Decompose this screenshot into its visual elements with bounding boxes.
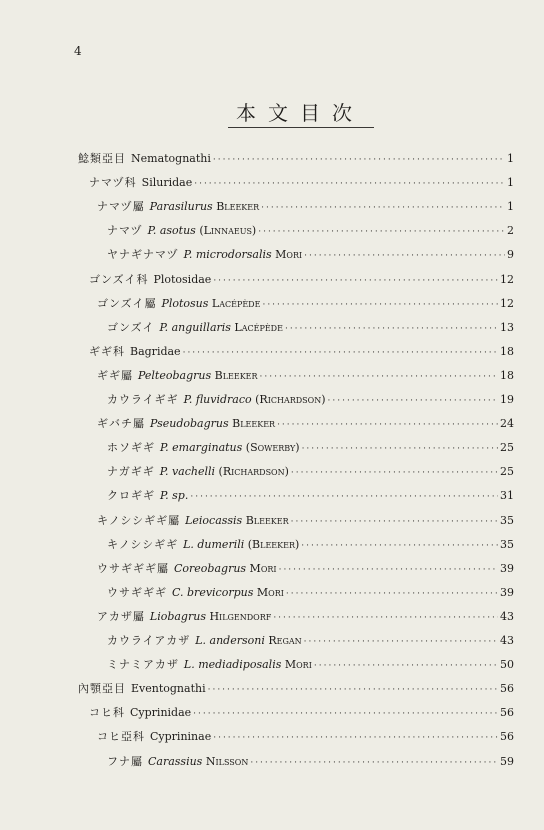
toc-entry-label bbox=[89, 704, 191, 720]
toc-entry bbox=[107, 656, 514, 672]
toc-entry-label bbox=[107, 222, 256, 238]
toc-entry-scientific-name: Pseudobagrus bbox=[150, 417, 229, 431]
toc-entry-latin-name bbox=[142, 176, 193, 189]
toc-entry-label bbox=[97, 295, 260, 311]
toc-entry-label bbox=[107, 463, 289, 479]
toc-entry-page-number: 12 bbox=[500, 296, 514, 310]
toc-entry-label bbox=[97, 512, 289, 528]
toc-entry-page-number: 19 bbox=[500, 393, 514, 406]
toc-entry-label bbox=[107, 536, 299, 552]
toc-entry-author: (Linnaeus) bbox=[195, 224, 257, 238]
toc-entry-page-number: 35 bbox=[500, 513, 514, 527]
toc-entry-page-number: 18 bbox=[500, 368, 514, 382]
toc-entry-page-number: 56 bbox=[500, 682, 514, 696]
toc-entry-japanese-name: ゴンズイ科 bbox=[89, 272, 149, 286]
toc-entry-latin-name bbox=[148, 755, 248, 768]
toc-entry-taxon: Plotosidae bbox=[153, 272, 212, 286]
toc-entry-latin-name bbox=[130, 706, 191, 719]
toc-entry-latin-name bbox=[150, 200, 259, 213]
toc-entry bbox=[107, 222, 514, 238]
toc-entry-latin-name bbox=[174, 562, 277, 575]
toc-entry-author: (Richardson) bbox=[215, 465, 289, 479]
toc-entry-label bbox=[78, 680, 206, 696]
toc-entry-japanese-name: ナマヅ bbox=[107, 224, 143, 238]
toc-entry-taxon: Siluridae bbox=[141, 176, 193, 190]
toc-entry-label bbox=[107, 319, 283, 335]
toc-entry-page-number: 39 bbox=[500, 561, 514, 575]
toc-entry-latin-name bbox=[150, 610, 271, 623]
toc-entry-page-number: 39 bbox=[500, 585, 514, 599]
toc-entry-japanese-name: ホソギギ bbox=[107, 441, 155, 455]
toc-entry-scientific-name: Plotosus bbox=[161, 296, 209, 310]
toc-entry bbox=[89, 704, 514, 720]
toc-entry-author: Hilgendorf bbox=[205, 609, 272, 623]
toc-entry bbox=[107, 536, 514, 552]
toc-entry-latin-name bbox=[183, 538, 299, 551]
page-title: 本文目次 bbox=[236, 101, 364, 125]
toc-entry-taxon: Cyprininae bbox=[150, 730, 212, 744]
toc-entry-page-number: 25 bbox=[500, 465, 514, 479]
toc-entry-author: Bleeker bbox=[212, 200, 260, 214]
toc-entry-latin-name bbox=[160, 465, 289, 478]
dot-leader bbox=[194, 179, 505, 189]
toc-entry-label bbox=[107, 246, 302, 262]
toc-entry bbox=[107, 319, 514, 335]
toc-entry-label bbox=[89, 174, 192, 190]
toc-entry-japanese-name: ヤナギナマヅ bbox=[107, 248, 179, 262]
toc-entry-latin-name bbox=[160, 489, 188, 502]
toc-entry-scientific-name: P. emarginatus bbox=[160, 441, 243, 455]
toc-entry bbox=[97, 198, 514, 214]
dot-leader bbox=[277, 420, 498, 430]
toc-entry-scientific-name: L. mediadiposalis bbox=[183, 658, 282, 672]
toc-entry-scientific-name: P. microdorsalis bbox=[183, 248, 272, 262]
toc-entry-label bbox=[97, 608, 271, 624]
toc-entry-japanese-name: ギギ屬 bbox=[97, 368, 133, 382]
toc-entry-scientific-name: Leiocassis bbox=[185, 513, 243, 527]
toc-entry bbox=[97, 367, 514, 383]
dot-leader bbox=[213, 276, 498, 286]
toc-entry-latin-name bbox=[131, 152, 211, 165]
toc-entry-latin-name bbox=[172, 586, 284, 599]
toc-entry-author: Lacépède bbox=[208, 296, 261, 310]
toc-entry bbox=[107, 463, 514, 479]
toc-entry-japanese-name: ゴンズイ bbox=[107, 320, 155, 334]
toc-entry-japanese-name: ミナミアカザ bbox=[107, 658, 179, 672]
toc-entry-latin-name bbox=[131, 682, 206, 695]
toc-entry-page-number: 1 bbox=[507, 176, 514, 190]
toc-entry-page-number: 1 bbox=[507, 152, 514, 165]
toc-entry bbox=[89, 174, 514, 190]
toc-entry bbox=[107, 487, 514, 503]
toc-entry-taxon: Bagridae bbox=[130, 344, 181, 358]
dot-leader bbox=[328, 396, 498, 406]
toc-entry-page-number: 1 bbox=[507, 200, 514, 214]
toc-entry-label bbox=[97, 198, 259, 214]
toc-entry-author: Bleeker bbox=[242, 513, 289, 527]
toc-entry-japanese-name: アカザ屬 bbox=[97, 609, 145, 623]
toc-entry-latin-name bbox=[184, 658, 312, 671]
toc-entry-page-number: 56 bbox=[500, 730, 514, 744]
toc-entry-scientific-name: P. fluvidraco bbox=[183, 393, 252, 406]
toc-entry-page-number: 43 bbox=[500, 609, 514, 623]
toc-entry-taxon: Nematognathi bbox=[131, 152, 211, 165]
dot-leader bbox=[314, 661, 498, 671]
toc-entry-label bbox=[97, 728, 211, 744]
dot-leader bbox=[250, 758, 498, 768]
toc-entry bbox=[97, 415, 514, 431]
toc-entry-page-number: 9 bbox=[507, 248, 514, 262]
toc-entry-japanese-name: ギギ科 bbox=[89, 344, 125, 358]
toc-entry-japanese-name: 內顎亞目 bbox=[78, 682, 126, 696]
toc-entry-japanese-name: キノシシギギ屬 bbox=[97, 513, 181, 527]
toc-entry-latin-name bbox=[184, 393, 326, 406]
toc-entry-author: (Richardson) bbox=[251, 393, 326, 406]
toc-entry-author: (Bleeker) bbox=[244, 537, 300, 551]
toc-entry-scientific-name: Carassius bbox=[148, 754, 203, 768]
toc-entry bbox=[78, 680, 514, 696]
toc-entry-latin-name bbox=[153, 273, 211, 286]
toc-entry-page-number: 50 bbox=[500, 658, 514, 672]
toc-entry bbox=[107, 391, 514, 407]
toc-entry-author: Mori bbox=[271, 248, 303, 262]
toc-entry-japanese-name: コヒ科 bbox=[89, 706, 125, 720]
dot-leader bbox=[262, 300, 498, 310]
toc-entry-author: Bleeker bbox=[211, 368, 258, 382]
toc-entry-label bbox=[78, 150, 211, 166]
dot-leader bbox=[183, 348, 498, 358]
dot-leader bbox=[301, 541, 498, 551]
dot-leader bbox=[291, 468, 498, 478]
toc-entry-page-number: 18 bbox=[500, 344, 514, 358]
toc-entry-latin-name bbox=[130, 345, 181, 358]
toc-entry bbox=[97, 295, 514, 311]
toc-entry-label bbox=[89, 343, 181, 359]
dot-leader bbox=[193, 709, 498, 719]
toc-entry-page-number: 56 bbox=[500, 706, 514, 720]
toc-entry-page-number: 13 bbox=[500, 320, 514, 334]
toc-entry-latin-name bbox=[185, 514, 289, 527]
toc-entry bbox=[97, 728, 514, 744]
toc-entry-latin-name bbox=[138, 369, 258, 382]
toc-entry bbox=[107, 439, 514, 455]
toc-entry-latin-name bbox=[160, 441, 300, 454]
toc-entry-scientific-name: Liobagrus bbox=[149, 609, 206, 623]
toc-entry-label bbox=[107, 753, 248, 769]
toc-entry bbox=[107, 632, 514, 648]
toc-entry-label bbox=[107, 391, 326, 407]
toc-entry bbox=[97, 512, 514, 528]
toc-entry-label bbox=[97, 367, 258, 383]
toc-entry-japanese-name: ナマヅ科 bbox=[89, 176, 137, 190]
toc-entry-label bbox=[89, 271, 211, 287]
page-number: 4 bbox=[74, 44, 82, 58]
toc-entry-page-number: 24 bbox=[500, 417, 514, 431]
toc-entry-page-number: 59 bbox=[500, 754, 514, 768]
toc-entry-scientific-name: Coreobagrus bbox=[174, 561, 247, 575]
dot-leader bbox=[273, 613, 498, 623]
toc-entry-latin-name bbox=[150, 417, 275, 430]
toc-entry bbox=[107, 246, 514, 262]
toc-entry-latin-name bbox=[184, 248, 302, 261]
dot-leader bbox=[208, 685, 498, 695]
dot-leader bbox=[304, 637, 498, 647]
toc-entry-japanese-name: キノシシギギ bbox=[107, 537, 179, 551]
toc-entry bbox=[78, 150, 514, 166]
toc-entry bbox=[89, 271, 514, 287]
dot-leader bbox=[213, 155, 505, 165]
toc-entry-page-number: 2 bbox=[507, 224, 514, 238]
toc-entry-japanese-name: ウサギギギ bbox=[107, 585, 167, 599]
dot-leader bbox=[304, 251, 505, 261]
toc-entry-author: Regan bbox=[264, 634, 302, 647]
toc-entry-japanese-name: ナマヅ屬 bbox=[97, 200, 145, 214]
toc-entry-label bbox=[107, 584, 284, 600]
toc-entry-label bbox=[97, 415, 275, 431]
toc-entry-scientific-name: P. asotus bbox=[147, 224, 196, 238]
toc-entry bbox=[107, 584, 514, 600]
toc-entry-page-number: 35 bbox=[500, 537, 514, 551]
toc-entry bbox=[97, 608, 514, 624]
toc-entry-japanese-name: フナ屬 bbox=[107, 754, 143, 768]
title-rule bbox=[228, 127, 374, 128]
toc-entry-japanese-name: カウライアカザ bbox=[107, 634, 191, 647]
toc-entry-label bbox=[107, 487, 188, 503]
toc-entry-scientific-name: L. andersoni bbox=[195, 634, 265, 647]
toc-entry bbox=[97, 560, 514, 576]
toc-entry-japanese-name: ナガギギ bbox=[107, 465, 155, 479]
toc-entry bbox=[107, 753, 514, 769]
dot-leader bbox=[213, 733, 498, 743]
toc-entry-scientific-name: Pelteobagrus bbox=[138, 368, 212, 382]
dot-leader bbox=[261, 203, 505, 213]
dot-leader bbox=[279, 565, 498, 575]
toc-entry-author: Mori bbox=[281, 658, 312, 672]
toc-entry-scientific-name: Parasilurus bbox=[149, 200, 213, 214]
toc-entry-author: Bleeker bbox=[228, 417, 276, 431]
toc-entry-author: Mori bbox=[246, 561, 277, 575]
toc-entry-japanese-name: カウライギギ bbox=[107, 393, 179, 406]
toc-entry-page-number: 31 bbox=[500, 489, 514, 503]
toc-entry-label bbox=[107, 656, 312, 672]
toc-entry-japanese-name: 鯰類亞目 bbox=[78, 152, 126, 165]
toc-entry-japanese-name: クロギギ bbox=[107, 489, 155, 503]
toc-entry-latin-name bbox=[148, 224, 257, 237]
toc-entry-latin-name bbox=[159, 321, 283, 334]
toc-entry-japanese-name: ウサギギギ屬 bbox=[97, 561, 169, 575]
dot-leader bbox=[286, 589, 498, 599]
toc-entry bbox=[89, 343, 514, 359]
toc-entry-taxon: Eventognathi bbox=[131, 682, 206, 696]
toc-entry-scientific-name: L. dumerili bbox=[183, 537, 245, 551]
toc-entry-latin-name bbox=[161, 297, 260, 310]
toc-entry-author: Nilsson bbox=[202, 754, 249, 768]
toc-entry-page-number: 12 bbox=[500, 272, 514, 286]
toc-entry-scientific-name: P. anguillaris bbox=[159, 320, 231, 334]
toc-entry-japanese-name: ゴンズイ屬 bbox=[97, 296, 157, 310]
toc-entry-scientific-name: C. brevicorpus bbox=[172, 585, 254, 599]
toc-entry-label bbox=[107, 439, 300, 455]
dot-leader bbox=[260, 372, 498, 382]
toc-entry-author: Lacépède bbox=[230, 320, 283, 334]
dot-leader bbox=[190, 492, 498, 502]
toc-entry-taxon: Cyprinidae bbox=[130, 706, 192, 720]
toc-entry-author: Mori bbox=[253, 585, 284, 599]
toc-entry-scientific-name: P. sp. bbox=[160, 489, 189, 503]
dot-leader bbox=[285, 324, 498, 334]
toc-entry-japanese-name: コヒ亞科 bbox=[97, 730, 145, 744]
dot-leader bbox=[291, 517, 498, 527]
toc-entry-label bbox=[97, 560, 277, 576]
toc-entry-page-number: 43 bbox=[500, 634, 514, 647]
toc-entry-latin-name bbox=[150, 730, 211, 743]
dot-leader bbox=[258, 227, 505, 237]
toc-entry-page-number: 25 bbox=[500, 441, 514, 455]
toc-entry-japanese-name: ギバチ屬 bbox=[97, 417, 145, 431]
dot-leader bbox=[302, 444, 498, 454]
toc-entry-author: (Sowerby) bbox=[242, 441, 300, 455]
toc-entry-scientific-name: P. vachelli bbox=[159, 465, 216, 479]
toc-entry-label bbox=[107, 632, 302, 648]
toc-entry-latin-name bbox=[195, 634, 301, 647]
